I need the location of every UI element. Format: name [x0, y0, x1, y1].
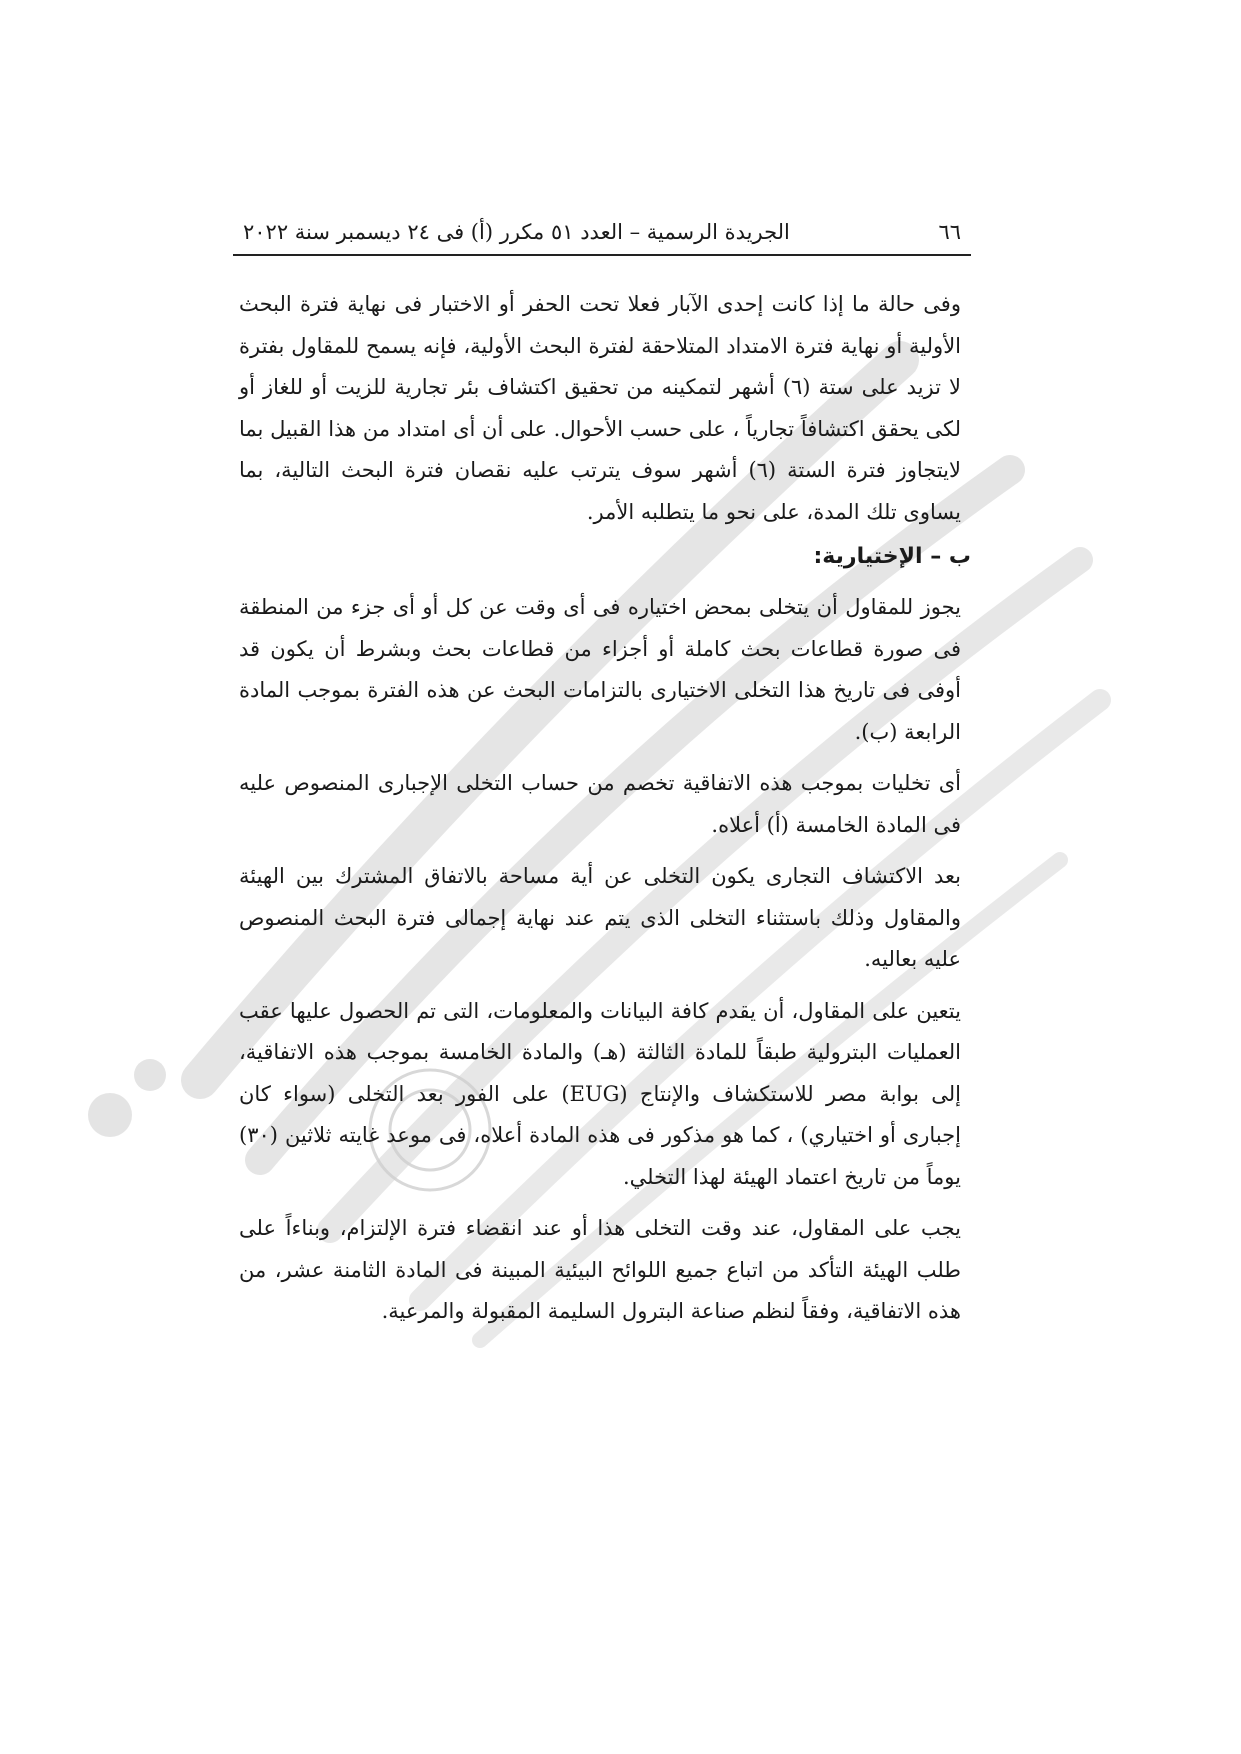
paragraph-deduction: أى تخليات بموجب هذه الاتفاقية تخصم من حساب التخلى الإجبارى المنصوص عليه فى المادة الخامسة (أ) أعلاه.	[239, 771, 961, 837]
paragraph-data-submission: يتعين على المقاول، أن يقدم كافة البيانات والمعلومات، التى تم الحصول عليها عقب العمليات البترولية طبقاً للمادة الثالثة (هـ) والمادة الخامسة بموجب هذه الاتفاقية، إلى بوابة مصر للاستكشاف والإنتاج (EUG) على الفور بعد التخلى (سواء كان إجبارى أو اختياري) ، كما هو مذكور فى هذه المادة أعلاه، فى موعد غايته ثلاثين (٣٠) يوماً من تاريخ اعتماد الهيئة لهذا التخلي.	[239, 998, 961, 1189]
paragraph-voluntary-relinquishment: يجوز للمقاول أن يتخلى بمحض اختياره فى أى وقت عن كل أو أى جزء من المنطقة فى صورة قطاعات بحث كاملة أو أجزاء من قطاعات بحث وبشرط أن يكون قد أوفى فى تاريخ هذا التخلى الاختيارى بالتزامات البحث عن هذه الفترة بموجب المادة الرابعة (ب).	[239, 595, 961, 744]
paragraph-environmental: يجب على المقاول، عند وقت التخلى هذا أو عند انقضاء فترة الإلتزام، وبناءاً على طلب الهيئة التأكد من اتباع جميع اللوائح البيئية المبينة فى المادة الثامنة عشر، من هذه الاتفاقية، وفقاً لنظم صناعة البترول السليمة المقبولة والمرعية.	[239, 1216, 961, 1323]
paragraph-extension-period: وفى حالة ما إذا كانت إحدى الآبار فعلا تحت الحفر أو الاختبار فى نهاية فترة البحث الأولية أو نهاية فترة الامتداد المتلاحقة لفترة البحث الأولية، فإنه يسمح للمقاول بفترة لا تزيد على ستة (٦) أشهر لتمكينه من تحقيق اكتشاف بئر تجارية للزيت أو للغاز أو لكى يحقق اكتشافاً تجارياً ، على حسب الأحوال. على أن أى امتداد من هذا القبيل بما لايتجاوز فترة الستة (٦) أشهر سوف يترتب عليه نقصان فترة البحث التالية، بما يساوى تلك المدة، على نحو ما يتطلبه الأمر.	[239, 292, 961, 524]
watermark-dot-2	[134, 1059, 166, 1091]
running-header	[233, 220, 971, 256]
paragraph-after-discovery: بعد الاكتشاف التجارى يكون التخلى عن أية مساحة بالاتفاق المشترك بين الهيئة والمقاول وذلك باستثناء التخلى الذى يتم عند نهاية إجمالى فترة البحث المنصوص عليه بعاليه.	[239, 864, 961, 971]
section-heading-optional: ب – الإختيارية:	[813, 544, 971, 569]
document-page	[233, 220, 971, 1333]
watermark-dot-1	[88, 1093, 132, 1137]
page-number: ٦٦	[938, 220, 961, 244]
header-title: الجريدة الرسمية – العدد ٥١ مكرر (أ) فى ٢٤ ديسمبر سنة ٢٠٢٢	[243, 220, 790, 244]
